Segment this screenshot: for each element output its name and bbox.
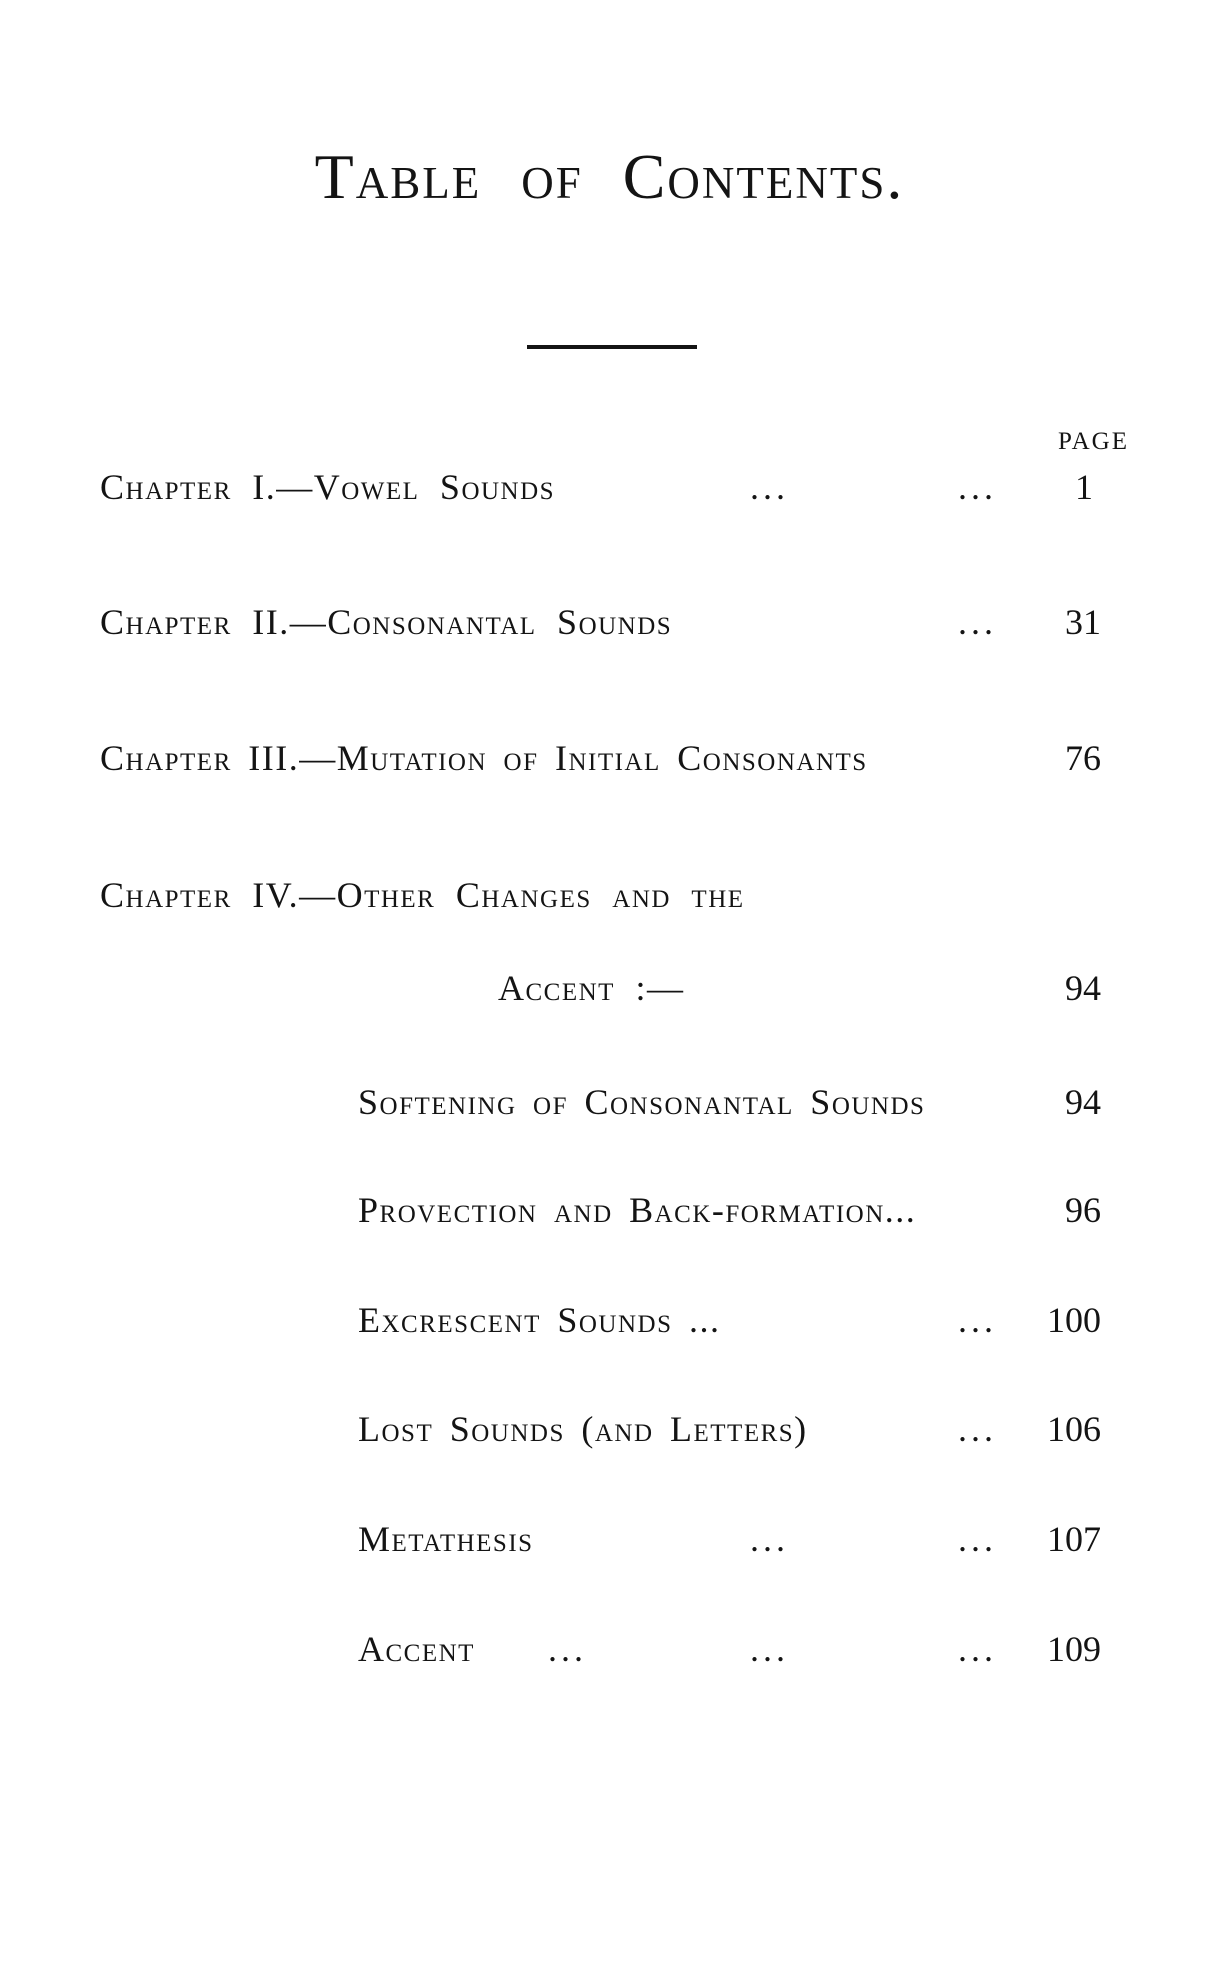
toc-page-number: 94 xyxy=(1065,968,1101,1008)
toc-entry-label: Chapter IV.—Other Changes and the xyxy=(100,875,745,915)
toc-section-label: Softening of Consonantal Sounds xyxy=(358,1082,926,1122)
toc-entry-label: Chapter I.—Vowel Sounds xyxy=(100,467,556,507)
toc-leader-dots: ... xyxy=(958,1409,997,1449)
toc-section-label: Metathesis xyxy=(358,1519,534,1559)
toc-leader-dots: ... xyxy=(958,1519,997,1559)
toc-leader-dots: ... xyxy=(750,467,789,507)
page-title: Table of Contents. xyxy=(314,141,905,212)
page-column-header: PAGE xyxy=(1058,428,1129,455)
toc-page-number: 100 xyxy=(1047,1300,1101,1340)
toc-section-label: Lost Sounds (and Letters) xyxy=(358,1409,808,1449)
divider-rule xyxy=(527,345,697,349)
toc-page-number: 106 xyxy=(1047,1409,1101,1449)
toc-leader-dots: ... xyxy=(958,1300,997,1340)
toc-entry-label-continuation: Accent :— xyxy=(498,968,685,1008)
toc-page-number: 94 xyxy=(1065,1082,1101,1122)
toc-leader-dots: ... xyxy=(750,1629,789,1669)
toc-section-label: Provection and Back-formation... xyxy=(358,1190,917,1230)
toc-page-number: 96 xyxy=(1065,1190,1101,1230)
toc-leader-dots: ... xyxy=(750,1519,789,1559)
toc-entry-label: Chapter III.—Mutation of Initial Consonants xyxy=(100,738,868,778)
toc-section-label: Excrescent Sounds ... xyxy=(358,1300,721,1340)
toc-leader-dots: ... xyxy=(958,1629,997,1669)
toc-section-label: Accent xyxy=(358,1629,475,1669)
toc-leader-dots: ... xyxy=(958,467,997,507)
toc-page-number: 1 xyxy=(1075,467,1093,507)
toc-page-number: 31 xyxy=(1065,602,1101,642)
toc-leader-dots: ... xyxy=(958,602,997,642)
toc-leader-dots: ... xyxy=(548,1629,587,1669)
toc-page-number: 76 xyxy=(1065,738,1101,778)
toc-page-number: 109 xyxy=(1047,1629,1101,1669)
toc-entry-label: Chapter II.—Consonantal Sounds xyxy=(100,602,673,642)
toc-page-number: 107 xyxy=(1047,1519,1101,1559)
